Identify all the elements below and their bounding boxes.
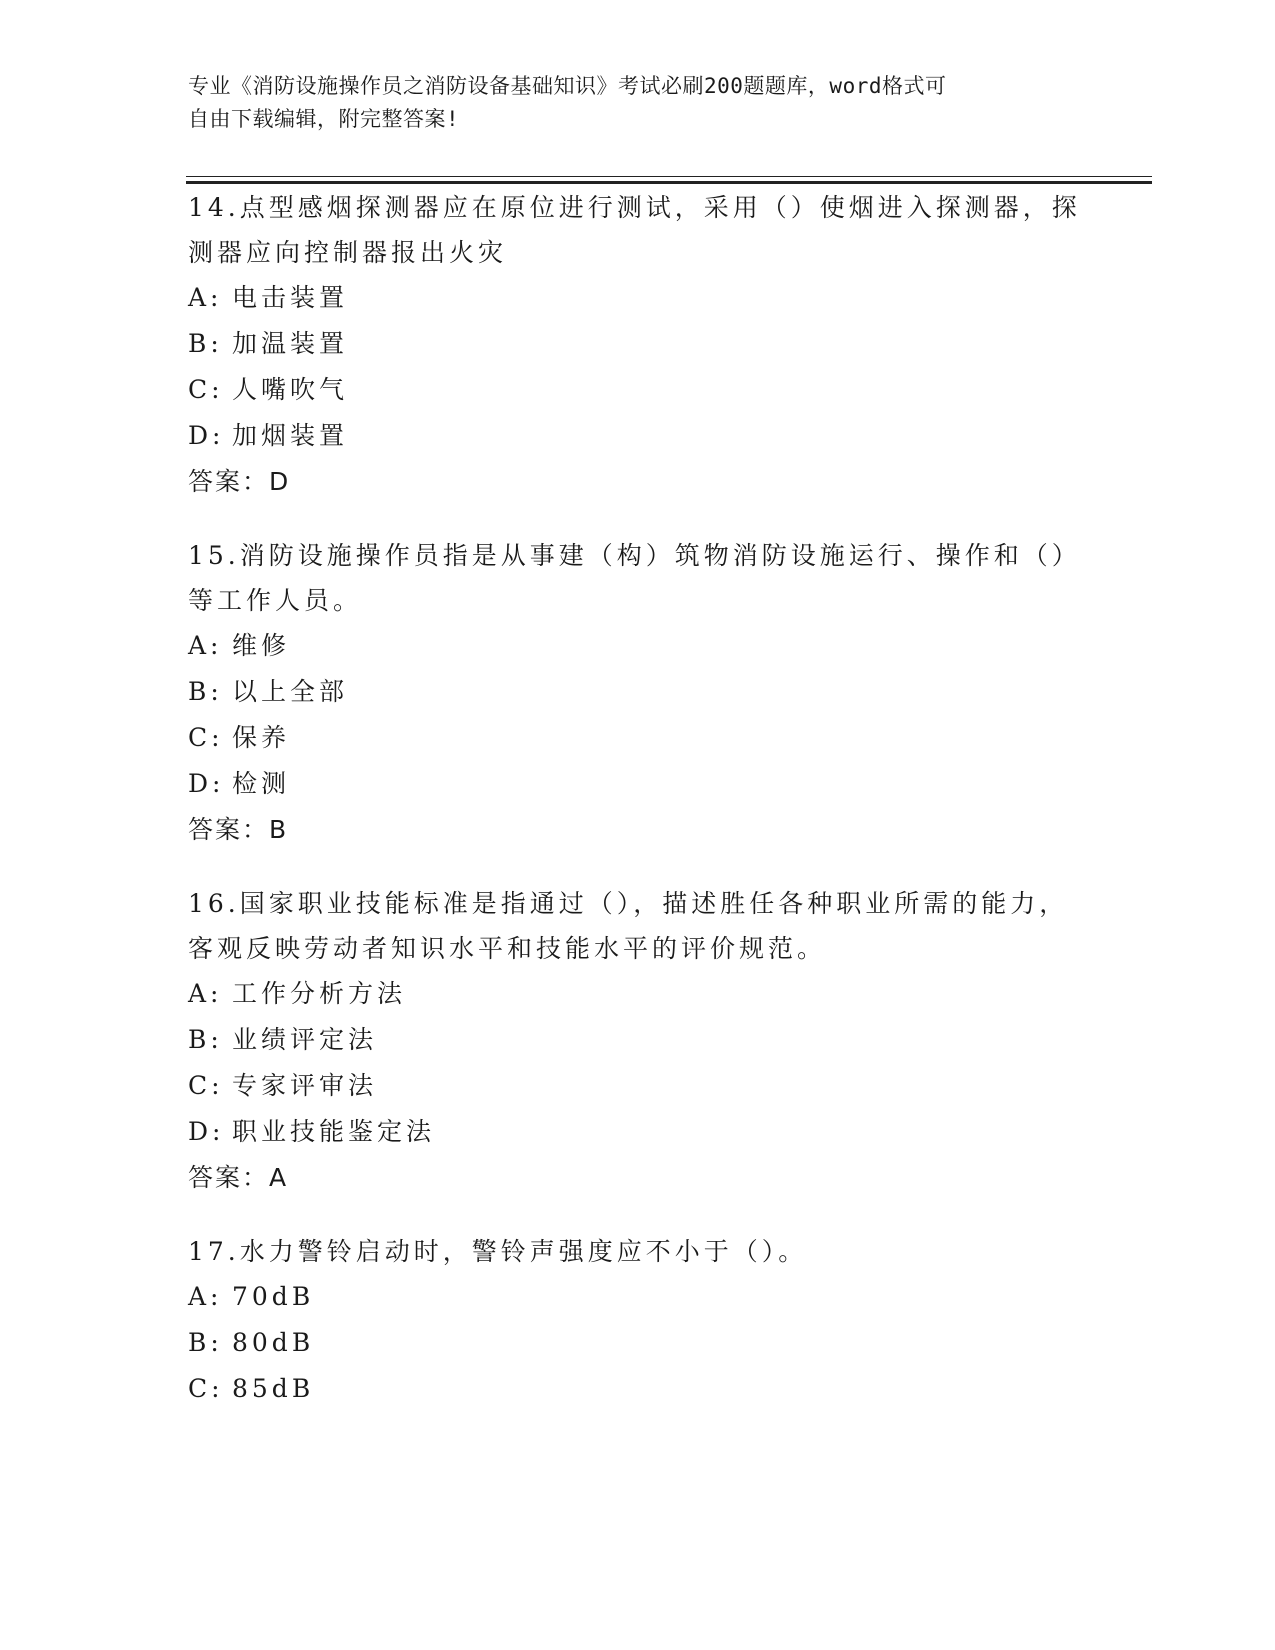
option-letter: B: — [188, 329, 223, 358]
question-16 — [188, 881, 1088, 1201]
question-14 — [188, 185, 1088, 505]
option-text: 人嘴吹气 — [232, 375, 349, 404]
answer-line: 答案：A — [188, 1163, 289, 1192]
option-c — [188, 1366, 1088, 1412]
option-text: 业绩评定法 — [232, 1025, 378, 1054]
question-stem — [188, 881, 1088, 971]
answer-line: 答案：D — [188, 467, 291, 496]
option-text: 加烟装置 — [232, 421, 349, 450]
option-text: 工作分析方法 — [232, 979, 407, 1008]
option-letter: D: — [188, 421, 225, 450]
option-d — [188, 761, 1088, 807]
option-text: 以上全部 — [232, 677, 349, 706]
question-stem-line-1: 15.消防设施操作员指是从事建（构）筑物消防设施运行、操作和（） — [188, 541, 1081, 570]
option-letter: C: — [188, 1071, 224, 1100]
header-divider-thick — [186, 181, 1152, 184]
option-text: 70dB — [232, 1282, 315, 1311]
option-a — [188, 971, 1088, 1017]
option-letter: D: — [188, 769, 225, 798]
option-letter: B: — [188, 1328, 223, 1357]
option-b — [188, 321, 1088, 367]
question-stem-line-1: 17.水力警铃启动时，警铃声强度应不小于（）。 — [188, 1237, 808, 1266]
option-letter: C: — [188, 723, 224, 752]
option-letter: A: — [188, 979, 223, 1008]
option-text: 维修 — [232, 631, 291, 660]
option-text: 专家评审法 — [232, 1071, 378, 1100]
option-c — [188, 715, 1088, 761]
header-line-2: 自由下载编辑，附完整答案! — [188, 107, 460, 131]
option-letter: A: — [188, 1282, 223, 1311]
option-text: 电击装置 — [232, 283, 349, 312]
option-b — [188, 1320, 1088, 1366]
question-15 — [188, 533, 1088, 853]
option-letter: B: — [188, 1025, 223, 1054]
option-a — [188, 623, 1088, 669]
option-letter: A: — [188, 631, 223, 660]
option-letter: D: — [188, 1117, 225, 1146]
question-stem-line-2: 等工作人员。 — [188, 586, 363, 615]
option-b — [188, 1017, 1088, 1063]
question-stem — [188, 1229, 1088, 1274]
option-d — [188, 1109, 1088, 1155]
option-text: 职业技能鉴定法 — [232, 1117, 436, 1146]
option-a — [188, 1274, 1088, 1320]
question-17 — [188, 1229, 1088, 1412]
option-text: 85dB — [232, 1374, 315, 1403]
option-letter: C: — [188, 1374, 224, 1403]
question-stem-line-2: 测器应向控制器报出火灾 — [188, 238, 508, 267]
option-c — [188, 367, 1088, 413]
option-b — [188, 669, 1088, 715]
answer-line: 答案：B — [188, 815, 289, 844]
option-c — [188, 1063, 1088, 1109]
option-letter: B: — [188, 677, 223, 706]
document-header — [188, 70, 1068, 136]
option-a — [188, 275, 1088, 321]
option-text: 检测 — [232, 769, 291, 798]
question-stem-line-1: 16.国家职业技能标准是指通过（），描述胜任各种职业所需的能力， — [188, 889, 1069, 918]
question-stem — [188, 533, 1088, 623]
option-text: 保养 — [232, 723, 291, 752]
question-stem-line-2: 客观反映劳动者知识水平和技能水平的评价规范。 — [188, 934, 827, 963]
question-stem — [188, 185, 1088, 275]
option-d — [188, 413, 1088, 459]
header-divider-thin — [186, 176, 1152, 177]
option-letter: A: — [188, 283, 223, 312]
option-text: 80dB — [232, 1328, 315, 1357]
question-stem-line-1: 14.点型感烟探测器应在原位进行测试，采用（）使烟进入探测器，探 — [188, 193, 1081, 222]
option-letter: C: — [188, 375, 224, 404]
option-text: 加温装置 — [232, 329, 349, 358]
header-line-1: 专业《消防设施操作员之消防设备基础知识》考试必刷200题题库，word格式可 — [188, 74, 947, 98]
